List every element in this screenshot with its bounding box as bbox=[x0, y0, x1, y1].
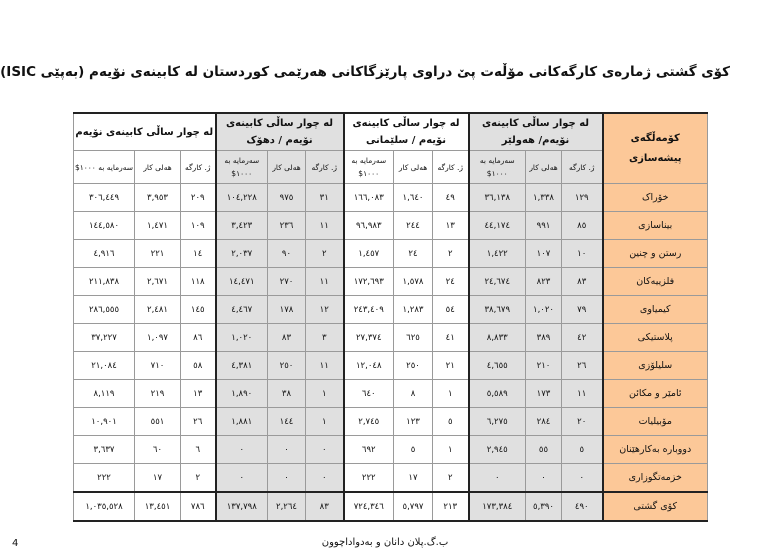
erbil-capital: ٥,٥٨٩ bbox=[469, 380, 526, 408]
total-workers: ١,٤٧١ bbox=[135, 212, 181, 240]
total-workers: ١٣,٤٥١ bbox=[135, 492, 181, 521]
table-row bbox=[74, 240, 708, 268]
total-row bbox=[74, 492, 708, 521]
erbil-capital: ٣٨,٦٧٩ bbox=[469, 296, 526, 324]
total-workers: ٢,٦٧١ bbox=[135, 268, 181, 296]
factories-table bbox=[73, 112, 708, 522]
erbil-capital: ٠ bbox=[469, 464, 526, 493]
duhok-workers: ٩٧٥ bbox=[268, 184, 306, 212]
erbil-factories: ٥ bbox=[562, 436, 603, 464]
duhok-workers: ٩٠ bbox=[268, 240, 306, 268]
table-row bbox=[74, 324, 708, 352]
table-row bbox=[74, 352, 708, 380]
duhok-workers: ١٤٤ bbox=[268, 408, 306, 436]
duhok-workers: ٣٨ bbox=[268, 380, 306, 408]
duhok-capital: ٤,٣٨١ bbox=[216, 352, 268, 380]
table-row bbox=[74, 296, 708, 324]
duhok-factories: ٠ bbox=[306, 464, 344, 493]
erbil-workers: ٥,٣٩٠ bbox=[526, 492, 562, 521]
duhok-capital: ١٠٤,٢٢٨ bbox=[216, 184, 268, 212]
erbil-workers: ١٧٣ bbox=[526, 380, 562, 408]
total-factories: ٢٠٩ bbox=[181, 184, 216, 212]
subheader-capital: سەرمایە بە ١٠٠٠$ bbox=[344, 151, 394, 184]
sulaimani-workers: ٥ bbox=[394, 436, 433, 464]
sulaimani-workers: ٨ bbox=[394, 380, 433, 408]
table-row bbox=[74, 380, 708, 408]
duhok-capital: ١,٨٨١ bbox=[216, 408, 268, 436]
erbil-capital: ٣٦,١٣٨ bbox=[469, 184, 526, 212]
erbil-factories: ٨٣ bbox=[562, 268, 603, 296]
total-workers: ٢,٤٨١ bbox=[135, 296, 181, 324]
erbil-factories: ١٠ bbox=[562, 240, 603, 268]
total-factories: ١٤٥ bbox=[181, 296, 216, 324]
erbil-capital: ١,٤٢٢ bbox=[469, 240, 526, 268]
table-row bbox=[74, 212, 708, 240]
duhok-workers: ٢٧٠ bbox=[268, 268, 306, 296]
subheader-factories: ژ. کارگە bbox=[562, 151, 603, 184]
total-capital: ٣٠٦,٤٤٩ bbox=[74, 184, 135, 212]
sulaimani-factories: ٢٤ bbox=[433, 268, 469, 296]
total-workers: ٦٠ bbox=[135, 436, 181, 464]
sector-name: سلیلۆزی bbox=[603, 352, 708, 380]
erbil-workers: ١,٣٣٨ bbox=[526, 184, 562, 212]
sulaimani-workers: ٢٤٤ bbox=[394, 212, 433, 240]
erbil-factories: ١١ bbox=[562, 380, 603, 408]
erbil-factories: ٤٩٠ bbox=[562, 492, 603, 521]
duhok-workers: ٢٥٠ bbox=[268, 352, 306, 380]
sulaimani-factories: ٤٩ bbox=[433, 184, 469, 212]
erbil-workers: ٩٩١ bbox=[526, 212, 562, 240]
erbil-factories: ٤٢ bbox=[562, 324, 603, 352]
subheader-workers: هەلی کار bbox=[394, 151, 433, 184]
total-workers: ١٧ bbox=[135, 464, 181, 493]
subheader-capital: سەرمایە بە ١٠٠٠$ bbox=[74, 151, 135, 184]
sulaimani-factories: ١ bbox=[433, 380, 469, 408]
table-row bbox=[74, 464, 708, 493]
duhok-workers: ٠ bbox=[268, 464, 306, 493]
erbil-capital: ٤,٦٥٥ bbox=[469, 352, 526, 380]
duhok-workers: ٢,٢٦٤ bbox=[268, 492, 306, 521]
erbil-factories: ٨٥ bbox=[562, 212, 603, 240]
sulaimani-factories: ٥ bbox=[433, 408, 469, 436]
subheader-workers: هەلی کار bbox=[135, 151, 181, 184]
duhok-capital: ٠ bbox=[216, 464, 268, 493]
page-title: کۆی گشتی ژمارەی کارگەکانی مۆڵەت پێ دراوی پارێزگاکانی هەرێمی کوردستان لە کابینەی نۆیەم (بەپێی ISIC) bbox=[0, 64, 730, 80]
sulaimani-factories: ٥٤ bbox=[433, 296, 469, 324]
erbil-workers: ٠ bbox=[526, 464, 562, 493]
total-capital: ١٤٤,٥٨٠ bbox=[74, 212, 135, 240]
erbil-capital: ٨,٨٣٣ bbox=[469, 324, 526, 352]
sector-name: مۆبیلیات bbox=[603, 408, 708, 436]
sulaimani-workers: ٦٢٥ bbox=[394, 324, 433, 352]
duhok-factories: ١٢ bbox=[306, 296, 344, 324]
duhok-capital: ٣,٤٢٣ bbox=[216, 212, 268, 240]
total-capital: ٣,٦٣٧ bbox=[74, 436, 135, 464]
table-row bbox=[74, 436, 708, 464]
sulaimani-capital: ١٧٢,٦٩٣ bbox=[344, 268, 394, 296]
total-workers: ٧١٠ bbox=[135, 352, 181, 380]
sulaimani-factories: ٢١٣ bbox=[433, 492, 469, 521]
sector-header: کۆمەڵگەی پیشەسازی bbox=[603, 113, 708, 184]
duhok-factories: ١ bbox=[306, 380, 344, 408]
sulaimani-workers: ١٧ bbox=[394, 464, 433, 493]
sulaimani-capital: ٦٤٠ bbox=[344, 380, 394, 408]
subheader-factories: ژ. کارگە bbox=[306, 151, 344, 184]
group-header-duhok: لە چوار ساڵی کابینەی نۆیەم / دهۆک bbox=[216, 113, 344, 151]
sector-name: کۆی گشتی bbox=[603, 492, 708, 521]
subheader-capital: سەرمایە بە ١٠٠٠$ bbox=[216, 151, 268, 184]
sulaimani-workers: ٢٥٠ bbox=[394, 352, 433, 380]
subheader-factories: ژ. کارگە bbox=[181, 151, 216, 184]
erbil-workers: ٨٢٣ bbox=[526, 268, 562, 296]
erbil-factories: ٧٩ bbox=[562, 296, 603, 324]
total-factories: ٧٨٦ bbox=[181, 492, 216, 521]
duhok-workers: ٢٣٦ bbox=[268, 212, 306, 240]
sulaimani-workers: ٢٤ bbox=[394, 240, 433, 268]
sulaimani-capital: ٢٧,٣٧٤ bbox=[344, 324, 394, 352]
duhok-workers: ٨٣ bbox=[268, 324, 306, 352]
total-capital: ٢٨٦,٥٥٥ bbox=[74, 296, 135, 324]
sulaimani-capital: ٢٤٣,٤٠٩ bbox=[344, 296, 394, 324]
total-capital: ٢١١,٨٣٨ bbox=[74, 268, 135, 296]
duhok-workers: ١٧٨ bbox=[268, 296, 306, 324]
erbil-workers: ٥٥ bbox=[526, 436, 562, 464]
sector-name: بیناسازی bbox=[603, 212, 708, 240]
erbil-workers: ٢١٠ bbox=[526, 352, 562, 380]
sulaimani-workers: ١,٢٨٣ bbox=[394, 296, 433, 324]
total-workers: ٣,٩٥٣ bbox=[135, 184, 181, 212]
erbil-capital: ٢٤,٦٧٤ bbox=[469, 268, 526, 296]
sulaimani-capital: ١٦٦,٠٨٣ bbox=[344, 184, 394, 212]
total-capital: ٢١,٠٨٤ bbox=[74, 352, 135, 380]
erbil-factories: ٢٠ bbox=[562, 408, 603, 436]
total-workers: ١,٠٩٧ bbox=[135, 324, 181, 352]
sector-name: ئامێر و مکائن bbox=[603, 380, 708, 408]
sector-name: خۆراک bbox=[603, 184, 708, 212]
sulaimani-capital: ٢٢٢ bbox=[344, 464, 394, 493]
sector-name: پلاستیکی bbox=[603, 324, 708, 352]
erbil-factories: ١٢٩ bbox=[562, 184, 603, 212]
erbil-capital: ٦,٢٧٥ bbox=[469, 408, 526, 436]
total-factories: ١٣ bbox=[181, 380, 216, 408]
total-factories: ٢٦ bbox=[181, 408, 216, 436]
sector-name: فلزییەکان bbox=[603, 268, 708, 296]
erbil-factories: ٠ bbox=[562, 464, 603, 493]
sulaimani-factories: ١ bbox=[433, 436, 469, 464]
sector-name: دووبارە بەکارهێنان bbox=[603, 436, 708, 464]
duhok-factories: ١ bbox=[306, 408, 344, 436]
footer-text: ب.گ.پلان دانان و بەدواداچوون bbox=[321, 537, 449, 548]
sector-name: رستن و چنین bbox=[603, 240, 708, 268]
sector-name: کیمیاوی bbox=[603, 296, 708, 324]
subheader-factories: ژ. کارگە bbox=[433, 151, 469, 184]
erbil-workers: ١٠٧ bbox=[526, 240, 562, 268]
erbil-workers: ٣٨٩ bbox=[526, 324, 562, 352]
erbil-workers: ٢٨٤ bbox=[526, 408, 562, 436]
total-capital: ١٠,٩٠١ bbox=[74, 408, 135, 436]
total-capital: ٨,١١٩ bbox=[74, 380, 135, 408]
duhok-factories: ٣ bbox=[306, 324, 344, 352]
duhok-capital: ١,٨٩٠ bbox=[216, 380, 268, 408]
duhok-factories: ١١ bbox=[306, 212, 344, 240]
total-factories: ٨٦ bbox=[181, 324, 216, 352]
total-capital: ٣٧,٢٢٧ bbox=[74, 324, 135, 352]
subheader-capital: سەرمایە بە ١٠٠٠$ bbox=[469, 151, 526, 184]
total-factories: ٥٨ bbox=[181, 352, 216, 380]
duhok-factories: ٨٣ bbox=[306, 492, 344, 521]
sulaimani-workers: ١,٦٤٠ bbox=[394, 184, 433, 212]
sulaimani-capital: ١,٤٥٧ bbox=[344, 240, 394, 268]
erbil-factories: ٢٦ bbox=[562, 352, 603, 380]
total-factories: ٢ bbox=[181, 464, 216, 493]
sulaimani-factories: ٢ bbox=[433, 240, 469, 268]
sector-name: خزمەتگوزاری bbox=[603, 464, 708, 493]
table-row bbox=[74, 268, 708, 296]
sulaimani-factories: ١٣ bbox=[433, 212, 469, 240]
erbil-workers: ١,٠٢٠ bbox=[526, 296, 562, 324]
erbil-capital: ٢,٩٤٥ bbox=[469, 436, 526, 464]
sulaimani-factories: ٢ bbox=[433, 464, 469, 493]
sulaimani-factories: ٢١ bbox=[433, 352, 469, 380]
page-number: 4 bbox=[12, 538, 19, 549]
sulaimani-capital: ٢,٧٤٥ bbox=[344, 408, 394, 436]
total-capital: ٢٢٢ bbox=[74, 464, 135, 493]
duhok-capital: ٠ bbox=[216, 436, 268, 464]
total-factories: ١١٨ bbox=[181, 268, 216, 296]
duhok-capital: ١,٠٢٠ bbox=[216, 324, 268, 352]
sulaimani-workers: ٥,٧٩٧ bbox=[394, 492, 433, 521]
group-header-sulaimani: لە چوار ساڵی کابینەی نۆیەم / سلێمانی bbox=[344, 113, 469, 151]
duhok-workers: ٠ bbox=[268, 436, 306, 464]
total-workers: ٢٢١ bbox=[135, 240, 181, 268]
subheader-workers: هەلی کار bbox=[268, 151, 306, 184]
sulaimani-workers: ١٢٣ bbox=[394, 408, 433, 436]
total-factories: ١٤ bbox=[181, 240, 216, 268]
total-factories: ١٠٩ bbox=[181, 212, 216, 240]
total-capital: ١,٠٣٥,٥٢٨ bbox=[74, 492, 135, 521]
total-factories: ٦ bbox=[181, 436, 216, 464]
erbil-capital: ٤٤,١٧٤ bbox=[469, 212, 526, 240]
group-header-erbil: لە چوار ساڵی کابینەی نۆیەم/ هەولێر bbox=[469, 113, 603, 151]
duhok-capital: ٤,٤٦٧ bbox=[216, 296, 268, 324]
duhok-factories: ١١ bbox=[306, 268, 344, 296]
erbil-capital: ١٧٣,٣٨٤ bbox=[469, 492, 526, 521]
duhok-factories: ٢ bbox=[306, 240, 344, 268]
sulaimani-factories: ٤١ bbox=[433, 324, 469, 352]
duhok-capital: ١٣٧,٧٩٨ bbox=[216, 492, 268, 521]
sulaimani-capital: ١٢,٠٤٨ bbox=[344, 352, 394, 380]
sulaimani-capital: ٦٩٢ bbox=[344, 436, 394, 464]
duhok-factories: ٣١ bbox=[306, 184, 344, 212]
subheader-workers: هەلی کار bbox=[526, 151, 562, 184]
duhok-factories: ٠ bbox=[306, 436, 344, 464]
table-row bbox=[74, 184, 708, 212]
sulaimani-capital: ٩٦,٩٨٣ bbox=[344, 212, 394, 240]
duhok-capital: ٢,٠٣٧ bbox=[216, 240, 268, 268]
total-workers: ٢١٩ bbox=[135, 380, 181, 408]
table-row bbox=[74, 408, 708, 436]
total-capital: ٤,٩١٦ bbox=[74, 240, 135, 268]
duhok-factories: ١١ bbox=[306, 352, 344, 380]
duhok-capital: ١٤,٤٧١ bbox=[216, 268, 268, 296]
sulaimani-capital: ٧٢٤,٣٤٦ bbox=[344, 492, 394, 521]
group-header-total: لە چوار ساڵی کابینەی نۆیەم bbox=[74, 113, 216, 151]
sulaimani-workers: ١,٥٧٨ bbox=[394, 268, 433, 296]
total-workers: ٥٥١ bbox=[135, 408, 181, 436]
